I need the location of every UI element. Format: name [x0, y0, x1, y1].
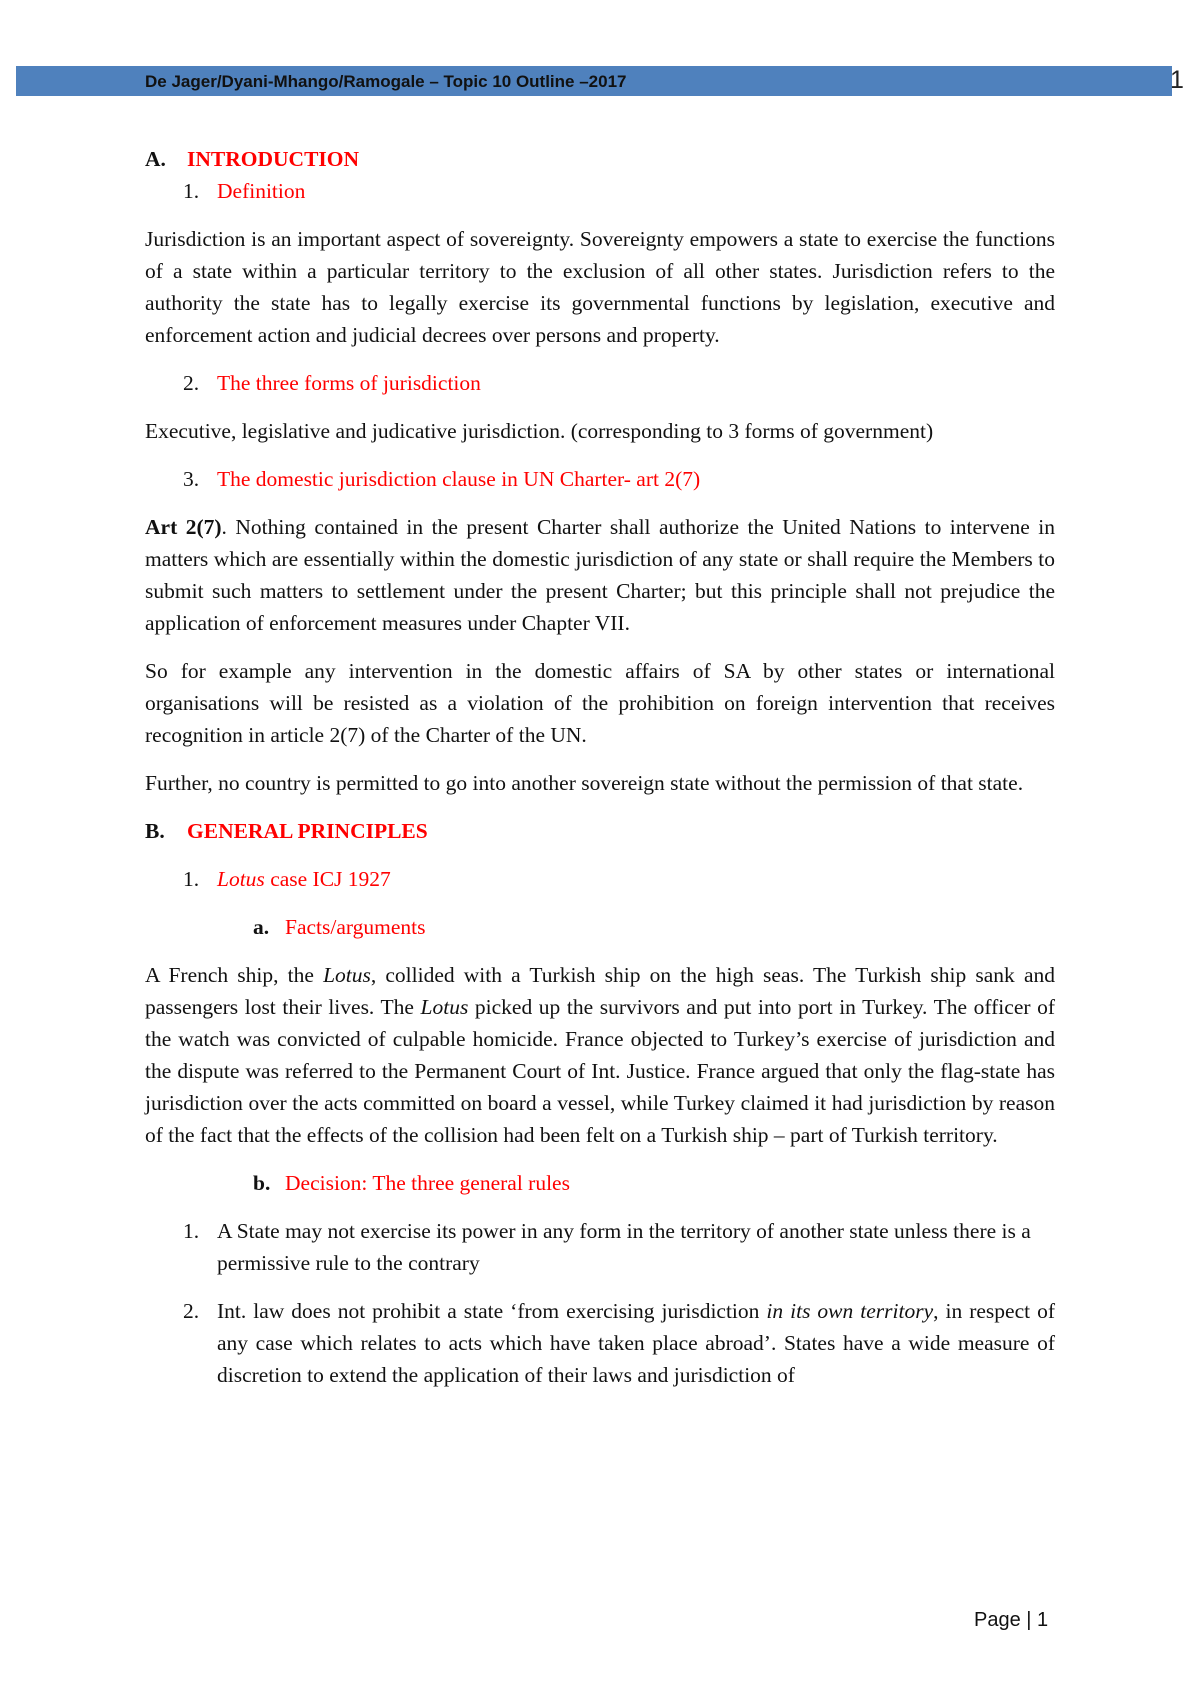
section-a-title: INTRODUCTION: [187, 147, 360, 171]
subsection-b: [145, 1167, 1055, 1199]
list-item: [145, 1215, 1055, 1279]
rule-text-italic: in its own territory: [766, 1299, 934, 1323]
article-paragraph: [145, 511, 1055, 639]
case-rest: case ICJ 1927: [264, 867, 391, 891]
rule-number: 2.: [183, 1299, 200, 1323]
header-page-number: 1: [1170, 66, 1184, 94]
subsection-a: [145, 911, 1055, 943]
case-name: Lotus: [217, 867, 265, 891]
facts-text-3: picked up the survivors and put into port in Turkey. The officer of the watch was convicted of culpable homicide. France objected to Turkey’s exercise of jurisdiction and the dispute was referred to the Permanent Court of Int. Justice. France argued that only the flag-state has jurisdiction over the acts committed on board a vessel, while Turkey claimed it had jurisdiction by reason of the fact that the effects of the collision had been felt on a Turkish ship – part of Turkish territory.: [145, 995, 1056, 1147]
article-label: Art 2(7): [145, 515, 222, 539]
facts-text-2: , collided with a Turkish ship on the high seas. The Turkish ship sank and passengers lost their lives. The: [145, 963, 1055, 1019]
sub-letter: b.: [253, 1171, 271, 1195]
facts-paragraph: [145, 959, 1055, 1151]
ship-name: Lotus: [323, 963, 371, 987]
page-footer: Page | 1: [974, 1609, 1049, 1631]
intervention-paragraph: So for example any intervention in the domestic affairs of SA by other states or international organisations will be resisted as a violation of the prohibition on foreign intervention that receives recognition in article 2(7) of the Charter of the UN.: [145, 659, 1055, 747]
header-title: De Jager/Dyani-Mhango/Ramogale – Topic 10 Outline –2017: [145, 72, 627, 91]
section-b-item-1: [145, 863, 1055, 895]
section-b-heading: [145, 815, 1055, 847]
sub-title: Decision: The three general rules: [285, 1171, 570, 1195]
section-a-letter: A.: [145, 147, 166, 171]
permission-paragraph: Further, no country is permitted to go into another sovereign state without the permission of that state.: [145, 771, 1024, 795]
rule-text-a: Int. law does not prohibit a state ‘from exercising jurisdiction: [217, 1299, 767, 1323]
section-a-item-2: [145, 367, 1055, 399]
section-b-letter: B.: [145, 819, 165, 843]
ship-name: Lotus: [420, 995, 469, 1019]
article-text: . Nothing contained in the present Charter shall authorize the United Nations to intervene in matters which are essentially within the domestic jurisdiction of any state or shall require the Members to submit such matters to settlement under the present Charter; but this principle shall not prejudice the application of enforcement measures under Chapter VII.: [145, 515, 1055, 635]
rule-text-b: , in respect of any case which relates to acts which have taken place abroad’. States have a wide measure of discretion to extend the application of their laws and jurisdiction of: [217, 1299, 1056, 1387]
section-a-heading: [145, 143, 1055, 175]
sub-letter: a.: [253, 915, 270, 939]
facts-text-1: A French ship, the: [145, 963, 324, 987]
item-number: 3.: [183, 467, 200, 491]
definition-paragraph: Jurisdiction is an important aspect of sovereignty. Sovereignty empowers a state to exercise the functions of a state within a particular territory to the exclusion of all other states. Jurisdiction refers to the authority the state has to legally exercise its governmental functions by legislation, executive and enforcement action and judicial decrees over persons and property.: [145, 227, 1055, 347]
item-number: 2.: [183, 371, 200, 395]
item-number: 1.: [183, 867, 200, 891]
forms-paragraph: Executive, legislative and judicative jurisdiction. (corresponding to 3 forms of government): [145, 419, 934, 443]
item-title: Definition: [217, 179, 306, 203]
section-b-title: GENERAL PRINCIPLES: [187, 819, 428, 843]
item-title: The domestic jurisdiction clause in UN Charter- art 2(7): [217, 467, 701, 491]
document-body: [145, 143, 1055, 1391]
item-title: The three forms of jurisdiction: [217, 371, 481, 395]
list-item: [145, 1295, 1055, 1391]
item-title: [217, 867, 391, 891]
rules-list: [145, 1215, 1055, 1391]
item-number: 1.: [183, 179, 200, 203]
rule-number: 1.: [183, 1219, 200, 1243]
section-a-item-1: [145, 175, 1055, 207]
sub-title: Facts/arguments: [285, 915, 426, 939]
rule-text: A State may not exercise its power in any form in the territory of another state unless there is a permissive rule to the contrary: [217, 1219, 1031, 1275]
section-a-item-3: [145, 463, 1055, 495]
